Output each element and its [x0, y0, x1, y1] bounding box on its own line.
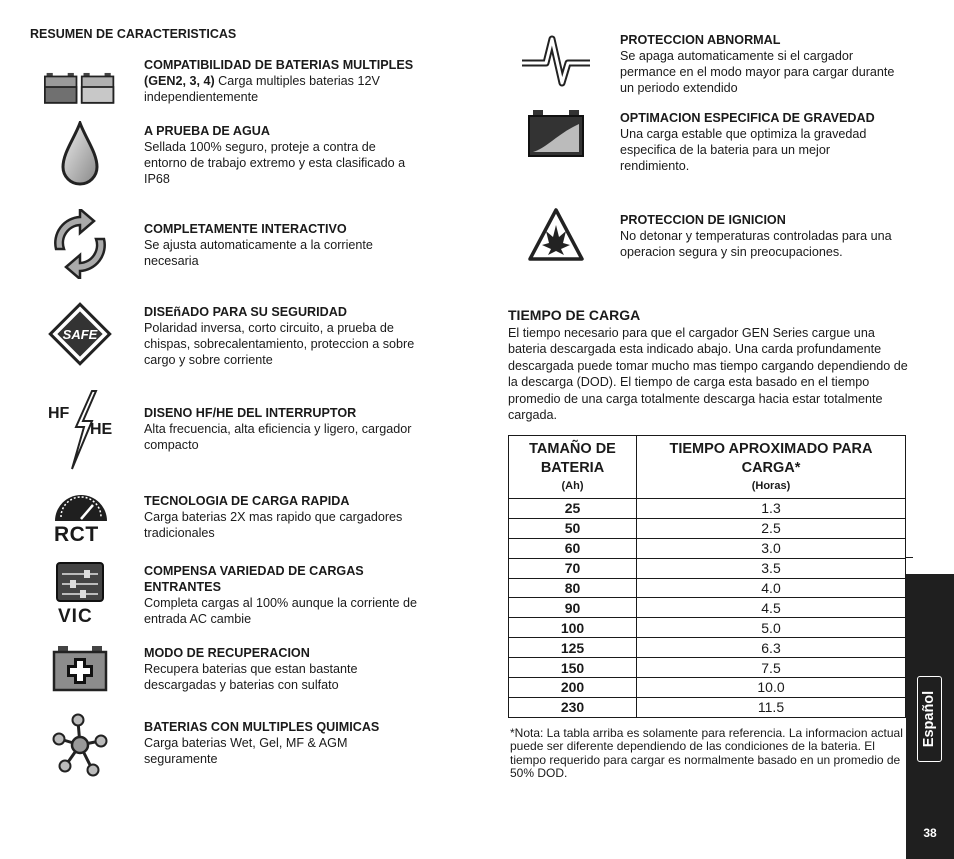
- time-cell: 1.3: [637, 499, 906, 519]
- feature-title: COMPATIBILIDAD DE BATERIAS MULTIPLES (GEN2, 3, 4): [144, 58, 414, 88]
- vic-sliders-icon: [44, 560, 116, 630]
- hf-he-lightning-icon: [44, 387, 116, 471]
- feature-title: MODO DE RECUPERACION: [144, 646, 310, 660]
- table-row: [509, 499, 906, 519]
- water-drop-icon: [44, 118, 116, 190]
- rct-label: RCT: [54, 523, 99, 546]
- table-row: [509, 578, 906, 598]
- battery-plus-icon: [44, 640, 116, 696]
- time-cell: 3.5: [637, 558, 906, 578]
- time-cell: 10.0: [637, 678, 906, 698]
- battery-gravity-icon: [520, 106, 592, 160]
- charge-time-header: [637, 436, 906, 499]
- feature-title: OPTIMACION ESPECIFICA DE GRAVEDAD: [620, 111, 875, 125]
- table-divider: [906, 557, 913, 558]
- page-number: 38: [923, 826, 937, 840]
- feature-body: Una carga estable que optimiza la gravedad especifica de la bateria para un mejor rendimiento.: [620, 127, 867, 173]
- feature-body: Polaridad inversa, corto circuito, a prueba de chispas, sobrecalentamiento, proteccion a sobre cargo y sobre corriente: [144, 321, 415, 367]
- feature-title: COMPENSA VARIEDAD DE CARGAS ENTRANTES: [144, 564, 364, 594]
- vic-label: VIC: [58, 606, 93, 627]
- feature-title: PROTECCION ABNORMAL: [620, 33, 781, 47]
- feature-body: No detonar y temperaturas controladas para una operacion segura y sin preocupaciones.: [620, 229, 892, 259]
- feature-body: Se apaga automaticamente si el cargador permance en el modo mayor para cargar durante un periodo extendido: [620, 49, 895, 95]
- battery-size-header: [509, 436, 637, 499]
- table-row: [509, 678, 906, 698]
- capacity-cell: 50: [509, 518, 637, 538]
- feature-body: Sellada 100% seguro, proteje a contra de entorno de trabajo extremo y esta clasificado a IP68: [144, 140, 406, 186]
- capacity-cell: 150: [509, 658, 637, 678]
- he-label: HE: [90, 421, 113, 438]
- time-cell: 4.0: [637, 578, 906, 598]
- capacity-cell: 90: [509, 598, 637, 618]
- time-cell: 6.3: [637, 638, 906, 658]
- capacity-cell: 60: [509, 538, 637, 558]
- section-title: RESUMEN DE CARACTERISTICAS: [30, 27, 237, 41]
- capacity-cell: 80: [509, 578, 637, 598]
- charge-time-heading: TIEMPO DE CARGA: [508, 307, 641, 323]
- feature-body: Recupera baterias que estan bastante descargadas y baterias con sulfato: [144, 662, 358, 692]
- capacity-cell: 200: [509, 678, 637, 698]
- feature-title: DISENO HF/HE DEL INTERRUPTOR: [144, 406, 357, 420]
- time-cell: 7.5: [637, 658, 906, 678]
- interactive-arrows-icon: [44, 206, 116, 282]
- feature-body: Se ajusta automaticamente a la corriente necesaria: [144, 238, 373, 268]
- table-row: [509, 638, 906, 658]
- table-row: [509, 658, 906, 678]
- capacity-cell: 230: [509, 697, 637, 717]
- table-footnote: *Nota: La tabla arriba es solamente para referencia. La informacion actual puede ser diferente dependiendo de las condiciones de la bateria. El tiempo requerido para cargar es normalmente basado en un promedio de 50% DOD.: [510, 726, 903, 780]
- battery-size-label: TAMAÑO DE BATERIA: [529, 441, 616, 476]
- table-row: [509, 598, 906, 618]
- charge-time-unit: (Horas): [751, 480, 791, 492]
- pulse-wave-icon: [520, 30, 592, 92]
- feature-title: DISEñADO PARA SU SEGURIDAD: [144, 305, 347, 319]
- feature-title: TECNOLOGIA DE CARGA RAPIDA: [144, 494, 350, 508]
- feature-body: Alta frecuencia, alta eficiencia y ligero, cargador compacto: [144, 422, 412, 452]
- language-label: Español: [921, 690, 938, 748]
- feature-body: Carga baterias 2X mas rapido que cargadores tradicionales: [144, 510, 403, 540]
- table-row: [509, 538, 906, 558]
- safe-badge-label: SAFE: [62, 326, 98, 342]
- table-row: [509, 697, 906, 717]
- feature-body: Carga baterias Wet, Gel, MF & AGM seguramente: [144, 736, 348, 766]
- feature-title: A PRUEBA DE AGUA: [144, 124, 270, 138]
- charge-time-label: TIEMPO APROXIMADO PARA CARGA*: [669, 441, 873, 476]
- batteries-icon: [44, 55, 116, 119]
- charge-time-table: [508, 435, 906, 718]
- capacity-cell: 25: [509, 499, 637, 519]
- time-cell: 5.0: [637, 618, 906, 638]
- table-row: [509, 618, 906, 638]
- safe-badge-icon: [44, 298, 116, 370]
- feature-title: COMPLETAMENTE INTERACTIVO: [144, 222, 347, 236]
- feature-body: Completa cargas al 100% aunque la corriente de entrada AC cambie: [144, 596, 418, 626]
- time-cell: 2.5: [637, 518, 906, 538]
- capacity-cell: 125: [509, 638, 637, 658]
- feature-title: PROTECCION DE IGNICION: [620, 213, 786, 227]
- charge-time-description: El tiempo necesario para que el cargador GEN Series cargue una bateria descargada esta indicado abajo. Una carda profundamente descargada puede tomar mucho mas tiempo cargando dependiendo de la descarga (DOD). El tiempo de carga esta basado en el tiempo promedio de una carga totalmente descarga hacia estar totalmente cargada.: [508, 326, 908, 423]
- capacity-cell: 70: [509, 558, 637, 578]
- feature-body: Carga multiples baterias 12V independientemente: [144, 74, 380, 104]
- time-cell: 4.5: [637, 598, 906, 618]
- hf-label: HF: [48, 405, 70, 422]
- language-label-box: [917, 676, 942, 762]
- time-cell: 11.5: [637, 697, 906, 717]
- battery-size-unit: (Ah): [561, 480, 584, 492]
- feature-title: BATERIAS CON MULTIPLES QUIMICAS: [144, 720, 380, 734]
- time-cell: 3.0: [637, 538, 906, 558]
- capacity-cell: 100: [509, 618, 637, 638]
- table-row: [509, 518, 906, 538]
- rct-gauge-icon: [44, 485, 116, 547]
- fire-warning-icon: [520, 203, 592, 267]
- molecule-icon: [44, 710, 116, 780]
- table-row: [509, 558, 906, 578]
